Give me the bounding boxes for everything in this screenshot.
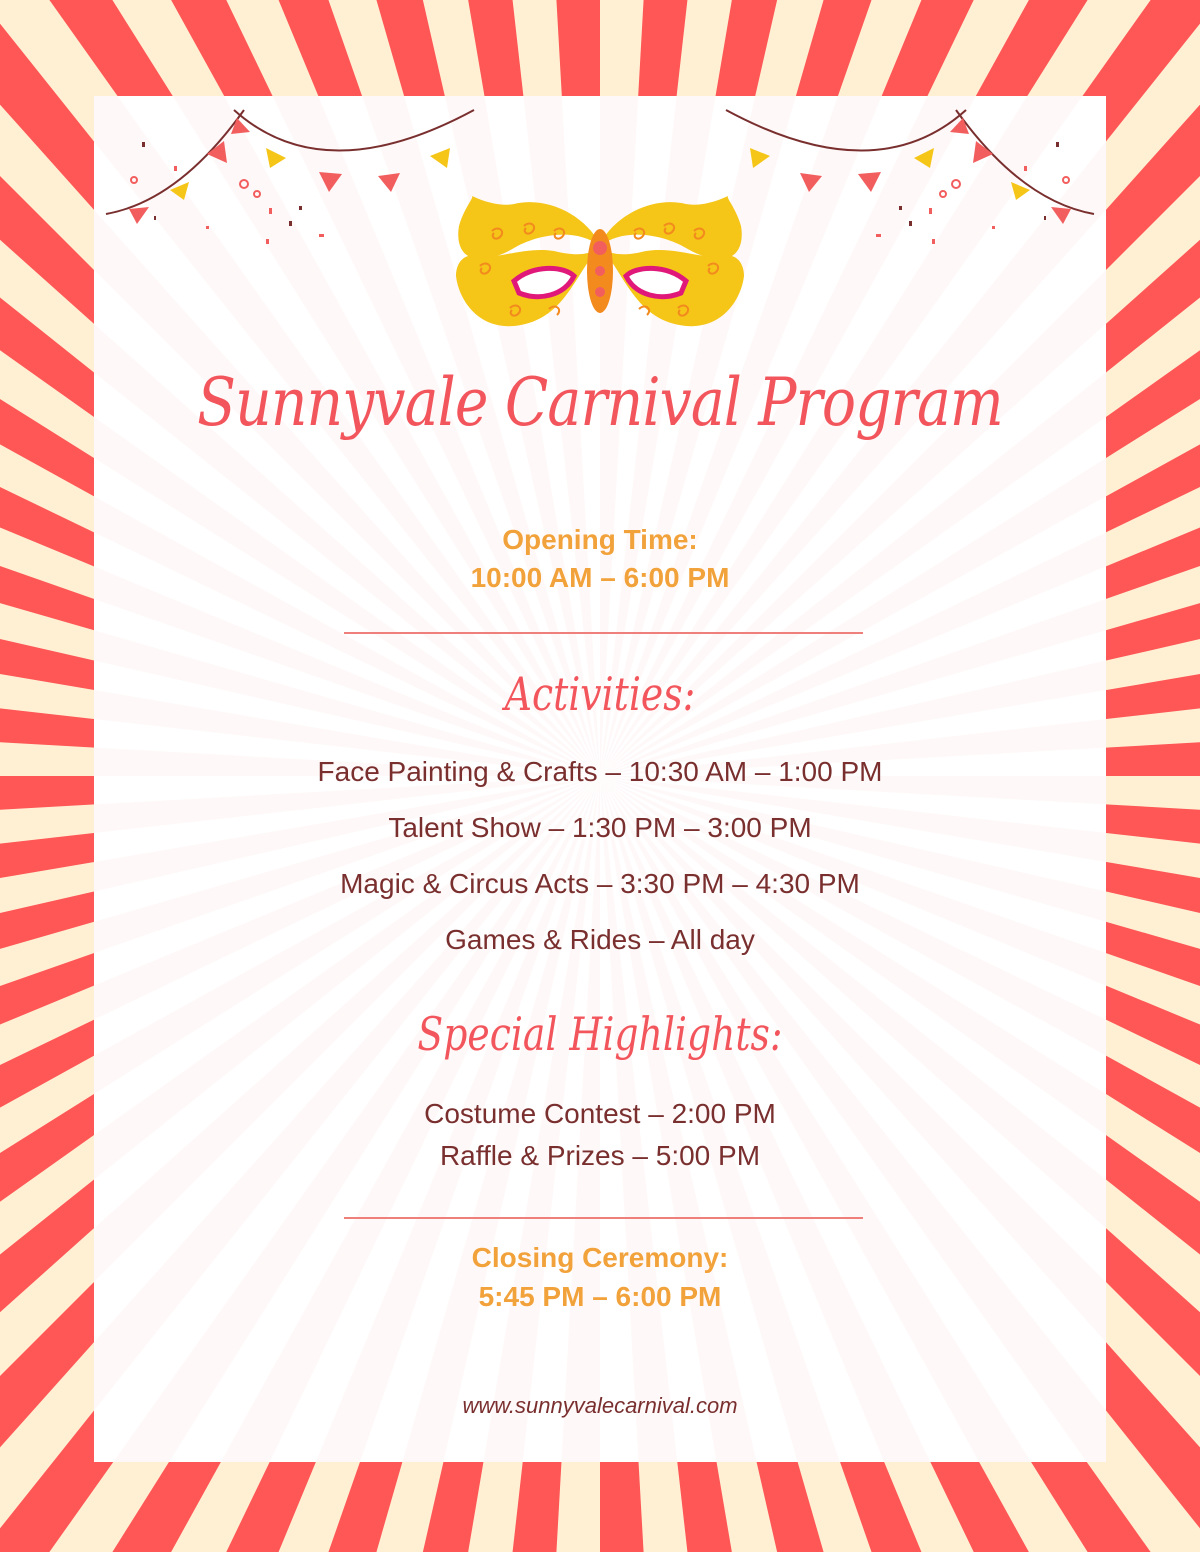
- highlight-item: Raffle & Prizes – 5:00 PM: [439, 1140, 761, 1171]
- activities-heading: Activities:: [504, 667, 696, 721]
- closing-ceremony-label: Closing Ceremony:: [471, 1242, 729, 1273]
- website-url: www.sunnyvalecarnival.com: [462, 1393, 738, 1418]
- special-highlights-heading: Special Highlights:: [417, 1007, 783, 1061]
- opening-time-value: 10:00 AM – 6:00 PM: [470, 562, 730, 593]
- divider: [344, 632, 863, 634]
- activity-item: Magic & Circus Acts – 3:30 PM – 4:30 PM: [340, 868, 860, 899]
- activity-item: Games & Rides – All day: [445, 924, 755, 955]
- closing-ceremony-value: 5:45 PM – 6:00 PM: [478, 1281, 722, 1312]
- page-title: Sunnyvale Carnival Program: [197, 364, 1003, 441]
- divider: [344, 1217, 863, 1219]
- activities-list: [94, 744, 1106, 968]
- opening-time-label: Opening Time:: [502, 524, 698, 555]
- program-card: [94, 96, 1106, 1462]
- highlights-list: [94, 1093, 1106, 1177]
- highlight-item: Costume Contest – 2:00 PM: [424, 1098, 776, 1129]
- program-content: [94, 96, 1106, 1462]
- activity-item: Talent Show – 1:30 PM – 3:00 PM: [388, 812, 812, 843]
- activity-item: Face Painting & Crafts – 10:30 AM – 1:00 PM: [317, 756, 883, 787]
